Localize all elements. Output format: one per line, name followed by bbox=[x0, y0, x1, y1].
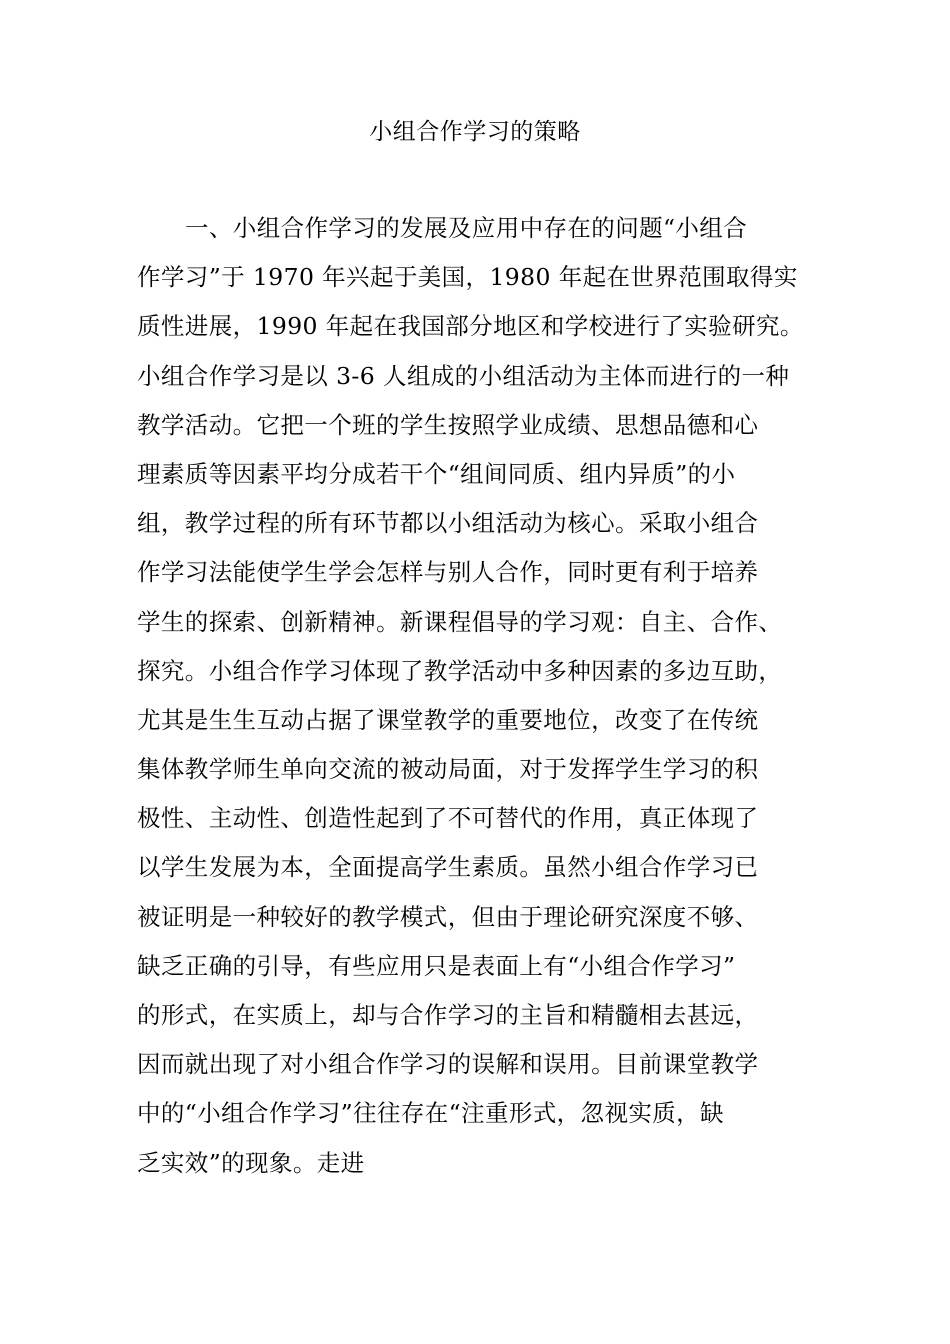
body-line: 学生的探索、创新精神。新课程倡导的学习观：自主、合作、 bbox=[137, 607, 783, 636]
body-line: 作学习”于 1970 年兴起于美国，1980 年起在世界范围取得实 bbox=[137, 263, 798, 292]
body-line: 组，教学过程的所有环节都以小组活动为核心。采取小组合 bbox=[137, 509, 759, 538]
body-line: 质性进展，1990 年起在我国部分地区和学校进行了实验研究。 bbox=[137, 312, 804, 341]
document-title: 小组合作学习的策略 bbox=[369, 119, 581, 145]
body-line: 以学生发展为本，全面提高学生素质。虽然小组合作学习已 bbox=[137, 853, 759, 882]
body-line: 小组合作学习是以 3-6 人组成的小组活动为主体而进行的一种 bbox=[137, 361, 790, 390]
body-line: 尤其是生生互动占据了课堂教学的重要地位，改变了在传统 bbox=[137, 705, 759, 734]
body-line: 作学习法能使学生学会怎样与别人合作，同时更有利于培养 bbox=[137, 558, 759, 587]
body-line: 中的“小组合作学习”往往存在“注重形式，忽视实质，缺 bbox=[137, 1099, 724, 1128]
body-line: 的形式，在实质上，却与合作学习的主旨和精髓相去甚远， bbox=[137, 1001, 759, 1029]
body-line: 集体教学师生单向交流的被动局面，对于发挥学生学习的积 bbox=[137, 755, 759, 784]
body-line: 缺乏正确的引导，有些应用只是表面上有“小组合作学习” bbox=[137, 951, 736, 980]
body-line: 极性、主动性、创造性起到了不可替代的作用，真正体现了 bbox=[137, 804, 759, 833]
body-line: 被证明是一种较好的教学模式，但由于理论研究深度不够、 bbox=[137, 902, 759, 931]
document-body bbox=[137, 204, 837, 1188]
body-line: 一、小组合作学习的发展及应用中存在的问题“小组合 bbox=[185, 214, 748, 242]
body-line: 教学活动。它把一个班的学生按照学业成绩、思想品德和心 bbox=[137, 410, 759, 439]
body-line: 因而就出现了对小组合作学习的误解和误用。目前课堂教学 bbox=[137, 1050, 759, 1079]
body-line: 理素质等因素平均分成若干个“组间同质、组内异质”的小 bbox=[137, 459, 736, 488]
body-line: 探究。小组合作学习体现了教学活动中多种因素的多边互助， bbox=[137, 656, 783, 685]
body-line: 乏实效”的现象。走进 bbox=[137, 1148, 365, 1177]
